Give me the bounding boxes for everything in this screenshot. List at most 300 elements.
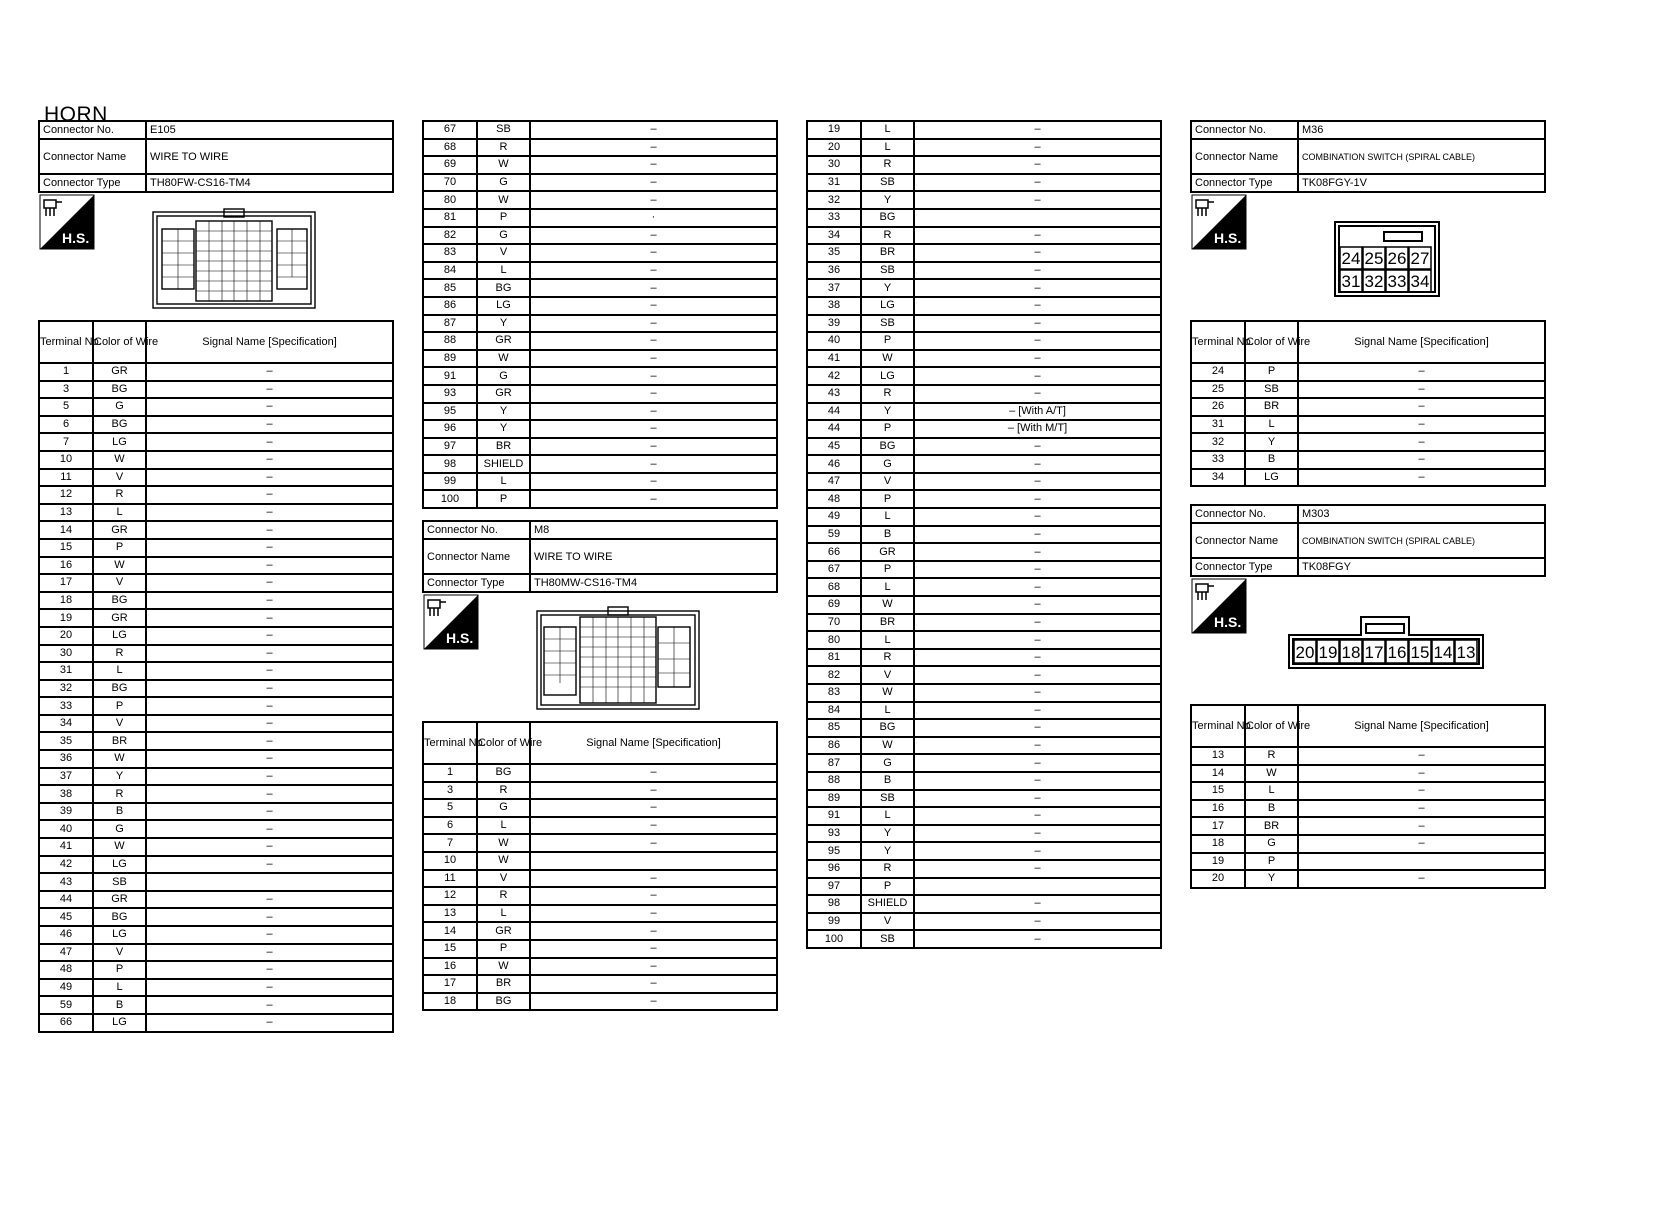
signal-name-cell: –: [1298, 363, 1545, 381]
terminal-no-cell: 41: [807, 350, 861, 368]
terminal-no-cell: 36: [807, 262, 861, 280]
terminal-no-cell: 89: [423, 350, 477, 368]
signal-name-cell: –: [530, 993, 777, 1011]
terminal-no-cell: 34: [1191, 469, 1245, 487]
wire-color-cell: LG: [93, 1014, 146, 1032]
terminal-no-cell: 80: [807, 631, 861, 649]
table-row: [1191, 469, 1545, 487]
wire-color-cell: P: [477, 209, 530, 227]
table-row: [39, 486, 393, 504]
table-row: [39, 592, 393, 610]
wire-color-cell: R: [93, 645, 146, 663]
signal-name-cell: –: [146, 574, 393, 592]
wire-color-cell: R: [861, 156, 914, 174]
wire-color-cell: P: [1245, 853, 1298, 871]
terminal-no-cell: 97: [807, 878, 861, 896]
pin-label: 16: [1387, 643, 1407, 662]
table-row: [807, 244, 1161, 262]
table-row: [39, 381, 393, 399]
connector-type-label: Connector Type: [1191, 174, 1298, 192]
signal-name-cell: –: [1298, 765, 1545, 783]
terminal-no-cell: 85: [807, 719, 861, 737]
signal-name-cell: –: [530, 403, 777, 421]
wire-color-cell: R: [93, 785, 146, 803]
signal-name-cell: –: [530, 385, 777, 403]
terminal-no-cell: 16: [1191, 800, 1245, 818]
signal-name-cell: –: [146, 961, 393, 979]
wire-color-cell: BG: [861, 438, 914, 456]
wire-color-cell: B: [93, 996, 146, 1014]
table-row: [39, 539, 393, 557]
signal-name-cell: –: [146, 785, 393, 803]
signal-name-cell: –: [146, 838, 393, 856]
terminal-no-cell: 13: [423, 905, 477, 923]
terminal-no-cell: 18: [423, 993, 477, 1011]
table-row: [807, 385, 1161, 403]
signal-name-cell: –: [146, 944, 393, 962]
wire-color-cell: BG: [861, 719, 914, 737]
pin-label: 13: [1456, 643, 1476, 662]
table-row: [39, 469, 393, 487]
signal-name-cell: –: [1298, 817, 1545, 835]
terminal-no-header: Terminal No.: [39, 321, 93, 363]
table-row: [807, 279, 1161, 297]
wire-color-cell: GR: [861, 543, 914, 561]
wire-color-cell: Y: [861, 279, 914, 297]
table-row: [807, 420, 1161, 438]
table-row: [807, 191, 1161, 209]
terminal-no-cell: 44: [807, 420, 861, 438]
table-row: [39, 979, 393, 997]
terminal-no-cell: 81: [423, 209, 477, 227]
wire-color-cell: W: [93, 451, 146, 469]
wire-color-cell: G: [477, 799, 530, 817]
signal-name-cell: –: [530, 262, 777, 280]
table-row: [423, 244, 777, 262]
signal-name-cell: –: [914, 719, 1161, 737]
wire-color-cell: R: [861, 227, 914, 245]
table-row: [39, 838, 393, 856]
wire-color-cell: P: [477, 940, 530, 958]
pin-label: 19: [1318, 643, 1338, 662]
connector-no-value: M36: [1298, 121, 1545, 139]
pin-label: 20: [1295, 643, 1315, 662]
table-row: [423, 174, 777, 192]
wire-color-cell: P: [861, 420, 914, 438]
wire-color-cell: W: [861, 684, 914, 702]
signal-name-cell: –: [146, 451, 393, 469]
signal-name-cell: –: [530, 764, 777, 782]
table-row: [39, 891, 393, 909]
wire-color-cell: V: [861, 473, 914, 491]
terminal-no-cell: 33: [1191, 451, 1245, 469]
signal-name-cell: –: [1298, 747, 1545, 765]
terminal-no-cell: 20: [39, 627, 93, 645]
signal-name-cell: –: [146, 398, 393, 416]
table-row: [807, 508, 1161, 526]
signal-name-cell: –: [914, 332, 1161, 350]
wire-color-cell: P: [861, 561, 914, 579]
signal-name-cell: –: [146, 416, 393, 434]
wire-color-cell: Y: [1245, 870, 1298, 888]
signal-name-cell: –: [146, 433, 393, 451]
signal-name-cell: –: [530, 350, 777, 368]
wire-color-cell: W: [477, 350, 530, 368]
terminal-no-cell: 10: [423, 852, 477, 870]
wire-color-cell: BG: [93, 680, 146, 698]
signal-name-cell: –: [914, 244, 1161, 262]
signal-name-cell: –: [146, 645, 393, 663]
table-row: [1191, 747, 1545, 765]
terminal-no-cell: 13: [1191, 747, 1245, 765]
pin-label: 17: [1364, 643, 1384, 662]
wire-color-cell: B: [1245, 451, 1298, 469]
table-row: [39, 961, 393, 979]
signal-name-cell: –: [146, 768, 393, 786]
wire-color-cell: W: [861, 596, 914, 614]
terminal-no-cell: 41: [39, 838, 93, 856]
wire-color-cell: L: [477, 817, 530, 835]
table-row: [39, 680, 393, 698]
signal-name-cell: –: [914, 596, 1161, 614]
terminal-no-cell: 15: [1191, 782, 1245, 800]
signal-name-cell: –: [530, 227, 777, 245]
table-row: [1191, 817, 1545, 835]
signal-name-cell: –: [146, 381, 393, 399]
wire-color-cell: Y: [861, 403, 914, 421]
signal-name-cell: –: [530, 121, 777, 139]
table-row: [1191, 381, 1545, 399]
wire-color-cell: SB: [477, 121, 530, 139]
signal-name-cell: –: [146, 926, 393, 944]
table-row: [807, 455, 1161, 473]
signal-name-cell: –: [1298, 416, 1545, 434]
terminal-no-cell: 86: [423, 297, 477, 315]
wire-color-cell: W: [861, 350, 914, 368]
signal-name-cell: –: [914, 842, 1161, 860]
signal-name-cell: –: [530, 887, 777, 905]
pin-label: 31: [1341, 272, 1361, 291]
wire-color-cell: BG: [93, 381, 146, 399]
signal-name-cell: –: [914, 227, 1161, 245]
table-row: [39, 856, 393, 874]
signal-name-cell: –: [146, 697, 393, 715]
terminal-no-cell: 68: [807, 578, 861, 596]
signal-name-header: Signal Name [Specification]: [146, 321, 393, 363]
table-row: [423, 958, 777, 976]
table-row: [423, 297, 777, 315]
table-row: [423, 817, 777, 835]
signal-name-cell: –: [146, 750, 393, 768]
table-row: [1191, 853, 1545, 871]
wire-color-cell: LG: [861, 367, 914, 385]
terminal-table-m8: [422, 721, 778, 1011]
wire-color-cell: W: [477, 834, 530, 852]
wire-color-cell: B: [1245, 800, 1298, 818]
table-row: [39, 609, 393, 627]
wire-color-cell: L: [93, 979, 146, 997]
table-row: [807, 913, 1161, 931]
signal-name-cell: –: [146, 891, 393, 909]
terminal-no-cell: 96: [423, 420, 477, 438]
wire-color-cell: G: [861, 754, 914, 772]
connector-type-label: Connector Type: [423, 574, 530, 592]
table-row: [39, 873, 393, 891]
signal-name-cell: –: [914, 825, 1161, 843]
table-row: [423, 367, 777, 385]
wire-color-cell: L: [861, 702, 914, 720]
connector-type-value: TH80MW-CS16-TM4: [530, 574, 777, 592]
wire-color-cell: BG: [477, 993, 530, 1011]
table-row: [807, 578, 1161, 596]
table-row: [423, 490, 777, 508]
table-row: [39, 521, 393, 539]
table-row: [39, 750, 393, 768]
wire-color-cell: R: [93, 486, 146, 504]
table-row: [1191, 416, 1545, 434]
signal-name-cell: –: [530, 922, 777, 940]
svg-text:H.S.: H.S.: [1214, 614, 1242, 630]
terminal-no-cell: 7: [423, 834, 477, 852]
wire-color-cell: LG: [861, 297, 914, 315]
connector-name-value: COMBINATION SWITCH (SPIRAL CABLE): [1298, 523, 1545, 558]
terminal-no-cell: 88: [807, 772, 861, 790]
signal-name-cell: –: [530, 799, 777, 817]
table-row: [807, 790, 1161, 808]
wire-color-cell: L: [477, 473, 530, 491]
signal-name-cell: – [With A/T]: [914, 403, 1161, 421]
signal-name-cell: –: [914, 174, 1161, 192]
table-row: [423, 455, 777, 473]
signal-name-cell: –: [914, 702, 1161, 720]
connector-face-m36: [1334, 221, 1440, 297]
wire-color-cell: Y: [477, 315, 530, 333]
signal-name-cell: –: [1298, 870, 1545, 888]
terminal-no-cell: 99: [807, 913, 861, 931]
connector-name-value: WIRE TO WIRE: [530, 539, 777, 574]
wire-color-cell: SHIELD: [477, 455, 530, 473]
wire-color-cell: GR: [477, 385, 530, 403]
wire-color-cell: G: [1245, 835, 1298, 853]
terminal-no-cell: 70: [807, 614, 861, 632]
signal-name-cell: –: [914, 350, 1161, 368]
wire-color-cell: GR: [93, 609, 146, 627]
wire-color-cell: G: [93, 398, 146, 416]
terminal-no-cell: 59: [807, 526, 861, 544]
signal-name-cell: –: [530, 473, 777, 491]
table-row: [807, 878, 1161, 896]
signal-name-cell: –: [1298, 469, 1545, 487]
terminal-no-cell: 7: [39, 433, 93, 451]
table-row: [807, 702, 1161, 720]
signal-name-cell: –: [146, 521, 393, 539]
connector-no-label: Connector No.: [1191, 121, 1298, 139]
terminal-no-cell: 42: [807, 367, 861, 385]
wire-color-cell: P: [861, 878, 914, 896]
table-row: [39, 398, 393, 416]
table-row: [423, 782, 777, 800]
terminal-no-cell: 97: [423, 438, 477, 456]
wire-color-cell: BR: [477, 975, 530, 993]
table-row: [807, 227, 1161, 245]
wire-color-cell: G: [477, 174, 530, 192]
terminal-no-cell: 39: [807, 315, 861, 333]
signal-name-cell: –: [914, 790, 1161, 808]
terminal-no-cell: 96: [807, 860, 861, 878]
terminal-no-cell: 6: [423, 817, 477, 835]
terminal-no-cell: 20: [1191, 870, 1245, 888]
signal-name-cell: –: [914, 807, 1161, 825]
terminal-no-cell: 70: [423, 174, 477, 192]
table-row: [807, 860, 1161, 878]
signal-name-cell: –: [914, 737, 1161, 755]
wire-color-cell: P: [93, 539, 146, 557]
wire-color-cell: BR: [861, 614, 914, 632]
terminal-no-cell: 19: [1191, 853, 1245, 871]
connector-type-value: TK08FGY-1V: [1298, 174, 1545, 192]
table-row: [39, 363, 393, 381]
signal-name-cell: –: [1298, 381, 1545, 399]
wire-color-cell: P: [477, 490, 530, 508]
table-row: [807, 737, 1161, 755]
pin-label: 14: [1433, 643, 1453, 662]
table-row: [807, 332, 1161, 350]
terminal-no-cell: 40: [807, 332, 861, 350]
table-row: [423, 438, 777, 456]
terminal-no-cell: 32: [1191, 433, 1245, 451]
signal-name-cell: –: [146, 486, 393, 504]
wire-color-cell: R: [477, 139, 530, 157]
table-row: [39, 908, 393, 926]
pin-label: 26: [1387, 249, 1407, 268]
table-row: [39, 732, 393, 750]
signal-name-cell: –: [530, 244, 777, 262]
signal-name-cell: –: [914, 191, 1161, 209]
wire-color-cell: W: [477, 958, 530, 976]
signal-name-cell: – [With M/T]: [914, 420, 1161, 438]
wire-color-cell: L: [861, 631, 914, 649]
connector-name-label: Connector Name: [39, 139, 146, 174]
signal-name-cell: –: [530, 817, 777, 835]
terminal-no-cell: 99: [423, 473, 477, 491]
connector-face-e105: [152, 209, 316, 311]
signal-name-cell: –: [146, 627, 393, 645]
table-row: [39, 944, 393, 962]
signal-name-cell: –: [146, 820, 393, 838]
color-of-wire-header: Color of Wire: [477, 722, 530, 764]
terminal-no-cell: 46: [807, 455, 861, 473]
wire-color-cell: GR: [93, 521, 146, 539]
pin-label: 34: [1410, 272, 1430, 291]
wire-color-cell: V: [93, 574, 146, 592]
wire-color-cell: W: [93, 557, 146, 575]
wire-color-cell: Y: [861, 191, 914, 209]
terminal-no-cell: 88: [423, 332, 477, 350]
terminal-no-cell: 84: [807, 702, 861, 720]
terminal-no-header: Terminal No.: [1191, 705, 1245, 747]
signal-name-cell: –: [914, 385, 1161, 403]
signal-name-cell: –: [914, 860, 1161, 878]
signal-name-cell: –: [914, 631, 1161, 649]
wire-color-cell: SB: [861, 790, 914, 808]
table-row: [1191, 433, 1545, 451]
signal-name-cell: –: [914, 508, 1161, 526]
terminal-no-cell: 6: [39, 416, 93, 434]
table-row: [1191, 398, 1545, 416]
wire-color-cell: V: [93, 469, 146, 487]
terminal-no-cell: 19: [807, 121, 861, 139]
signal-name-cell: –: [146, 803, 393, 821]
table-row: [39, 433, 393, 451]
table-row: [39, 574, 393, 592]
terminal-no-cell: 31: [807, 174, 861, 192]
table-row: [807, 262, 1161, 280]
wire-color-cell: BG: [477, 764, 530, 782]
terminal-no-cell: 86: [807, 737, 861, 755]
terminal-no-cell: 66: [807, 543, 861, 561]
connector-name-value: COMBINATION SWITCH (SPIRAL CABLE): [1298, 139, 1545, 174]
terminal-no-cell: 100: [807, 930, 861, 948]
signal-name-cell: –: [914, 455, 1161, 473]
connector-type-label: Connector Type: [39, 174, 146, 192]
terminal-no-cell: 5: [39, 398, 93, 416]
terminal-no-cell: 48: [39, 961, 93, 979]
terminal-no-cell: 42: [39, 856, 93, 874]
signal-name-cell: –: [146, 609, 393, 627]
wire-color-cell: W: [477, 852, 530, 870]
signal-name-cell: –: [530, 958, 777, 976]
svg-text:H.S.: H.S.: [1214, 230, 1242, 246]
wire-color-cell: P: [93, 961, 146, 979]
color-of-wire-header: Color of Wire: [93, 321, 146, 363]
connector-no-label: Connector No.: [1191, 505, 1298, 523]
signal-name-cell: –: [1298, 800, 1545, 818]
table-row: [807, 315, 1161, 333]
wire-color-cell: BR: [1245, 398, 1298, 416]
table-row: [807, 209, 1161, 227]
table-row: [39, 416, 393, 434]
terminal-no-cell: 48: [807, 490, 861, 508]
wire-color-cell: LG: [93, 926, 146, 944]
signal-name-cell: –: [914, 772, 1161, 790]
wire-color-cell: Y: [477, 420, 530, 438]
signal-name-cell: –: [146, 592, 393, 610]
signal-name-cell: –: [530, 332, 777, 350]
connector-header-m303: [1190, 504, 1546, 577]
wire-color-cell: Y: [861, 842, 914, 860]
connector-type-label: Connector Type: [1191, 558, 1298, 576]
terminal-no-cell: 85: [423, 279, 477, 297]
wire-color-cell: L: [1245, 782, 1298, 800]
signal-name-cell: –: [146, 996, 393, 1014]
wire-color-cell: P: [861, 490, 914, 508]
wire-color-cell: V: [477, 244, 530, 262]
signal-name-cell: –: [914, 438, 1161, 456]
wire-color-cell: R: [861, 860, 914, 878]
terminal-no-cell: 14: [1191, 765, 1245, 783]
signal-name-cell: –: [914, 913, 1161, 931]
table-row: [807, 895, 1161, 913]
signal-name-cell: –: [146, 856, 393, 874]
wire-color-cell: SB: [861, 174, 914, 192]
terminal-no-cell: 35: [39, 732, 93, 750]
table-row: [423, 350, 777, 368]
terminal-no-cell: 15: [423, 940, 477, 958]
terminal-no-cell: 11: [39, 469, 93, 487]
signal-name-cell: –: [530, 297, 777, 315]
table-row: [423, 870, 777, 888]
wire-color-cell: L: [861, 578, 914, 596]
